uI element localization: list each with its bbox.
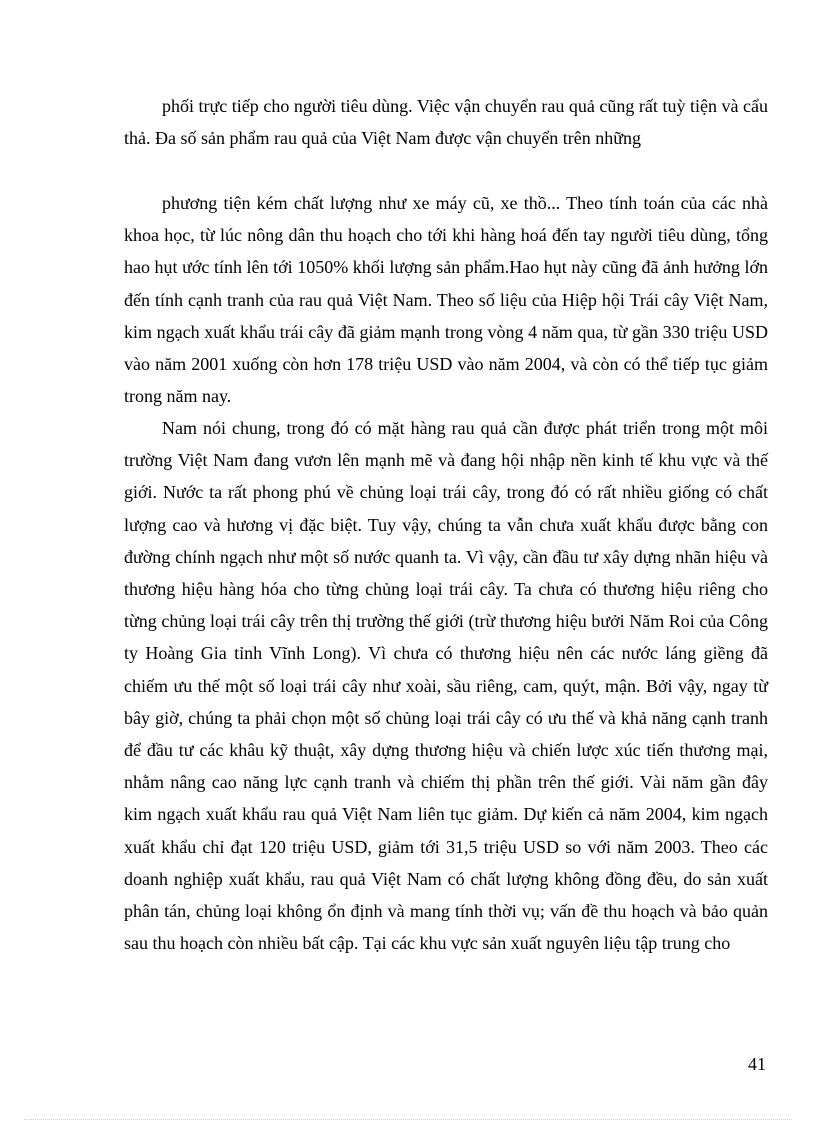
paragraph-block-1 — [124, 90, 768, 154]
paragraph-2: phương tiện kém chất lượng như xe máy cũ, xe thồ... Theo tính toán của các nhà khoa học, từ lúc nông dân thu hoạch cho tới khi hàng hoá đến tay người tiêu dùng, tổng hao hụt ước tính lên tới 1050% khối lượng sản phẩm.Hao hụt này cũng đã ảnh hưởng lớn đến tính cạnh tranh của rau quả Việt Nam. Theo số liệu của Hiệp hội Trái cây Việt Nam, kim ngạch xuất khẩu trái cây đã giảm mạnh trong vòng 4 năm qua, từ gần 330 triệu USD vào năm 2001 xuống còn hơn 178 triệu USD vào năm 2004, và còn có thể tiếp tục giảm trong năm nay. — [124, 193, 768, 407]
paragraph-3: Nam nói chung, trong đó có mặt hàng rau quả cần được phát triển trong một môi trường Việt Nam đang vươn lên mạnh mẽ và đang hội nhập nền kinh tế khu vực và thế giới. Nước ta rất phong phú về chủng loại trái cây, trong đó có rất nhiều giống có chất lượng cao và hương vị đặc biệt. Tuy vậy, chúng ta vẫn chưa xuất khẩu được bằng con đường chính ngạch như một số nước quanh ta. Vì vậy, cần đầu tư xây dựng nhãn hiệu và thương hiệu hàng hóa cho từng chủng loại trái cây. Ta chưa có thương hiệu riêng cho từng chủng loại trái cây trên thị trường thế giới (trừ thương hiệu bưởi Năm Roi của Công ty Hoàng Gia tỉnh Vĩnh Long). Vì chưa có thương hiệu nên các nước láng giềng đã chiếm ưu thế một số loại trái cây như xoài, sầu riêng, cam, quýt, mận. Bởi vậy, ngay từ bây giờ, chúng ta phải chọn một số chủng loại trái cây có ưu thế và khả năng cạnh tranh để đầu tư các khâu kỹ thuật, xây dựng thương hiệu và chiến lược xúc tiến thương mại, nhằm nâng cao năng lực cạnh tranh và chiếm thị phần trên thế giới. Vài năm gần đây kim ngạch xuất khẩu rau quả Việt Nam liên tục giảm. Dự kiến cả năm 2004, kim ngạch xuất khẩu chỉ đạt 120 triệu USD, giảm tới 31,5 triệu USD so với năm 2003. Theo các doanh nghiệp xuất khẩu, rau quả Việt Nam có chất lượng không đồng đều, do sản xuất phân tán, chủng loại không ổn định và mang tính thời vụ; vấn đề thu hoạch và bảo quản sau thu hoạch còn nhiều bất cập. Tại các khu vực sản xuất nguyên liệu tập trung cho — [124, 418, 768, 954]
paragraph-block-2 — [124, 187, 768, 412]
paragraph-block-3 — [124, 412, 768, 959]
page-number: 41 — [748, 1054, 766, 1074]
page-bottom-divider — [24, 1119, 792, 1120]
paragraph-1: phối trực tiếp cho người tiêu dùng. Việc vận chuyển rau quả cũng rất tuỳ tiện và cẩu thả. Đa số sản phẩm rau quả của Việt Nam được vận chuyển trên những — [124, 96, 768, 149]
